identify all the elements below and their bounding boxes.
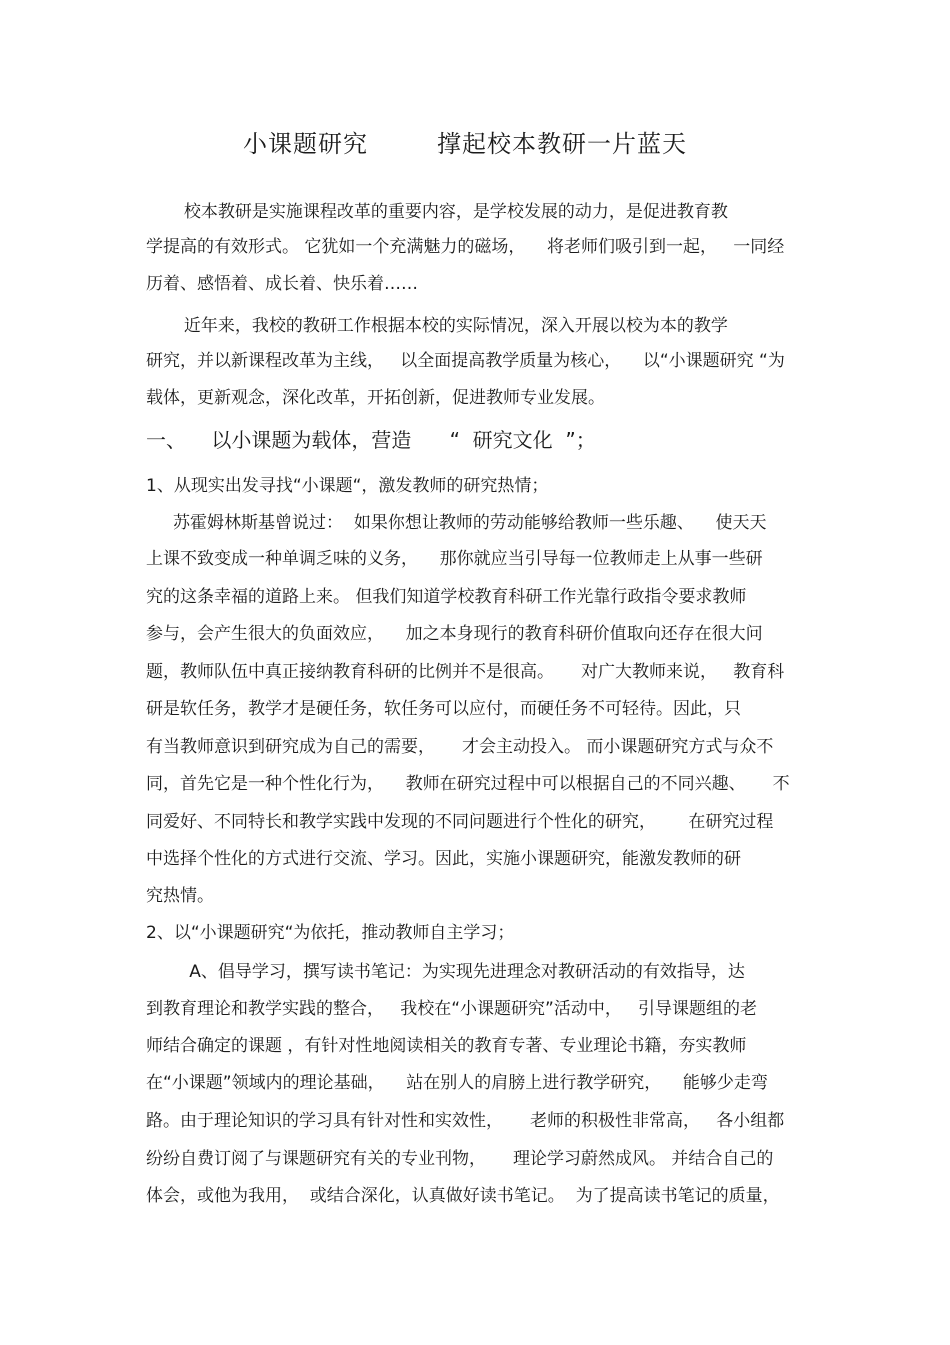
page-title: 小课题研究 撑起校本教研一片蓝天 [242,130,688,158]
paragraph-line: 上课不致变成一种单调乏味的义务， 那你就应当引导每一位教师走上从事一些研 [146,549,763,569]
paragraph-line: 历着、感悟着、成长着、快乐着…… [146,274,418,294]
paragraph-line: 纷纷自费订阅了与课题研究有关的专业刊物， 理论学习蔚然成风。 并结合自己的 [146,1149,774,1169]
subsection-heading: 2、以“小课题研究“为依托，推动教师自主学习； [146,923,515,943]
paragraph-line: 师结合确定的课题 ，有针对性地阅读相关的教育专著、专业理论书籍，夯实教师 [146,1036,747,1056]
subsection-heading: 1、从现实出发寻找“小课题“，激发教师的研究热情； [146,476,549,496]
paragraph-line: 究的这条幸福的道路上来。 但我们知道学校教育科研工作光靠行政指令要求教师 [146,587,747,607]
paragraph-line: 校本教研是实施课程改革的重要内容，是学校发展的动力，是促进教育教 [146,202,728,222]
paragraph-line: 学提高的有效形式。 它犹如一个充满魅力的磁场， 将老师们吸引到一起， 一同经 [146,237,785,257]
paragraph-line: A、倡导学习，撰写读书笔记：为实现先进理念对教研活动的有效指导，达 [146,962,745,982]
paragraph-line: 中选择个性化的方式进行交流、学习。因此，实施小课题研究，能激发教师的研 [146,849,741,869]
paragraph-line: 近年来，我校的教研工作根据本校的实际情况，深入开展以校为本的教学 [146,316,728,336]
paragraph-line: 到教育理论和教学实践的整合， 我校在“小课题研究”活动中， 引导课题组的老 [146,999,758,1019]
paragraph-line: 研是软任务，教学才是硬任务，软任务可以应付，而硬任务不可轻待。因此，只 [146,699,741,719]
paragraph-line: 研究，并以新课程改革为主线， 以全面提高教学质量为核心， 以“小课题研究 “为 [146,351,785,371]
paragraph-line: 同爱好、不同特长和教学实践中发现的不同问题进行个性化的研究， 在研究过程 [146,812,774,832]
paragraph-line: 在“小课题”领域内的理论基础， 站在别人的肩膀上进行教学研究， 能够少走弯 [146,1073,768,1093]
paragraph-line: 载体，更新观念，深化改革，开拓创新，促进教师专业发展。 [146,388,605,408]
paragraph-line: 同，首先它是一种个性化行为， 教师在研究过程中可以根据自己的不同兴趣、 不 [146,774,790,794]
paragraph-line: 参与，会产生很大的负面效应， 加之本身现行的教育科研价值取向还存在很大问 [146,624,763,644]
paragraph-line: 究热情。 [146,886,214,906]
paragraph-line: 路。由于理论知识的学习具有针对性和实效性， 老师的积极性非常高， 各小组都 [146,1111,785,1131]
paragraph-line: 体会，或他为我用， 或结合深化，认真做好读书笔记。 为了提高读书笔记的质量， [146,1186,780,1206]
paragraph-line: 苏霍姆林斯基曾说过： 如果你想让教师的劳动能够给教师一些乐趣、 使天天 [146,513,767,533]
paragraph-line: 有当教师意识到研究成为自己的需要， 才会主动投入。 而小课题研究方式与众不 [146,737,774,757]
paragraph-line: 题，教师队伍中真正接纳教育科研的比例并不是很高。 对广大教师来说， 教育科 [146,662,785,682]
section-heading: 一、 以小课题为载体，营造 “ 研究文化 ”； [146,428,596,452]
